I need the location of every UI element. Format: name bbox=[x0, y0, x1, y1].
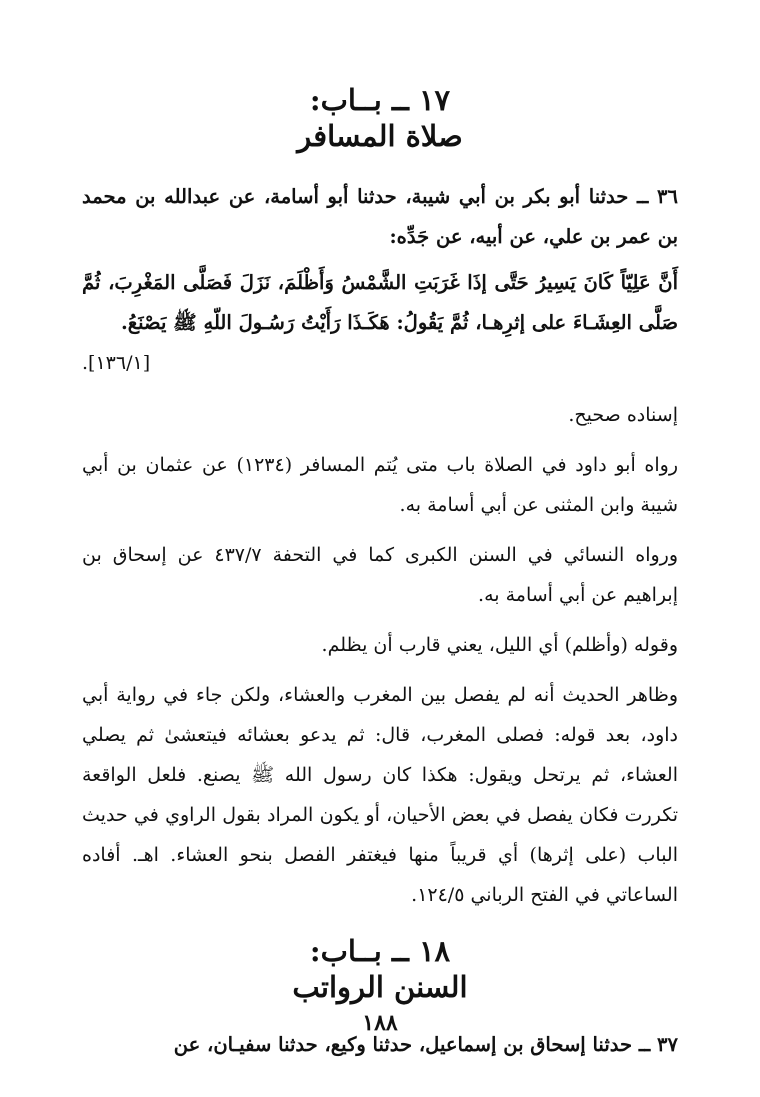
chapter-title: السنن الرواتب bbox=[292, 969, 468, 1004]
chapter-number: ١٧ ــ بــاب: bbox=[309, 83, 451, 117]
chapter-number: ١٨ ــ بــاب: bbox=[309, 933, 451, 968]
commentary-discussion: وظاهر الحديث أنه لم يفصل بين المغرب والعشاء، ولكن جاء في رواية أبي داود، بعد قوله: فصلى المغرب، قال: ثم يدعو بعشائه فيتعشىٰ ثم يصلي العشاء، ثم يرتحل ويقول: هكذا كان رسول الله ﷺ يصنع. فلعل الواقعة تكررت فكان يفصل في بعض الأحيان، أو يكون المراد بقول الراوي في حديث الباب (على إثرها) أي قريباً منها فيغتفر الفصل بنحو العشاء. اهـ. أفاده الساعاتي في الفتح الرباني ١٢٤/٥. bbox=[82, 683, 678, 906]
chapter-title: صلاة المسافر bbox=[297, 119, 463, 154]
hadith-isnad: ٣٧ ــ حدثنا إسحاق بن إسماعيل، حدثنا وكيع، حدثنا سفيـان، عن bbox=[173, 1033, 678, 1056]
hadith-matn: أَنَّ عَلِيّاً كَانَ يَسِيرُ حَتَّى إذَا غَرَبَتِ الشَّمْسُ وَأَظْلَمَ، نَزَلَ فَصَلَّى المَغْرِبَ، ثُمَّ صَلَّى العِشَـاءَ على إثرِهـا، ثُمَّ يَقُولُ: هَكَـذَا رَأَيْتُ رَسُـولَ اللّهِ ﷺ يَصْنَعُ. bbox=[82, 270, 678, 334]
hadith-isnad: ٣٦ ــ حدثنا أبو بكر بن أبي شيبة، حدثنا أبو أسامة، عن عبدالله بن محمد بن عمر بن علي، عن أبيه، عن جَدِّه: bbox=[82, 184, 678, 248]
hadith-reference: [١٣٦/١]. bbox=[82, 351, 151, 374]
commentary-grading: إسناده صحيح. bbox=[568, 403, 678, 426]
commentary-takhrij-nasai: ورواه النسائي في السنن الكبرى كما في التحفة ٤٣٧/٧ عن إسحاق بن إبراهيم عن أبي أسامة به. bbox=[82, 543, 678, 606]
chapter-heading bbox=[82, 933, 678, 1006]
page-number: ١٨٨ bbox=[362, 1010, 398, 1036]
chapter-heading bbox=[82, 82, 678, 155]
commentary-takhrij-abudawud: رواه أبو داود في الصلاة باب متى يُتم المسافر (١٢٣٤) عن عثمان بن أبي شيبة وابن المثنى عن أبي أسامة به. bbox=[82, 453, 678, 516]
commentary-word-explanation: وقوله (وأظلم) أي الليل، يعني قارب أن يظلم. bbox=[321, 633, 678, 656]
